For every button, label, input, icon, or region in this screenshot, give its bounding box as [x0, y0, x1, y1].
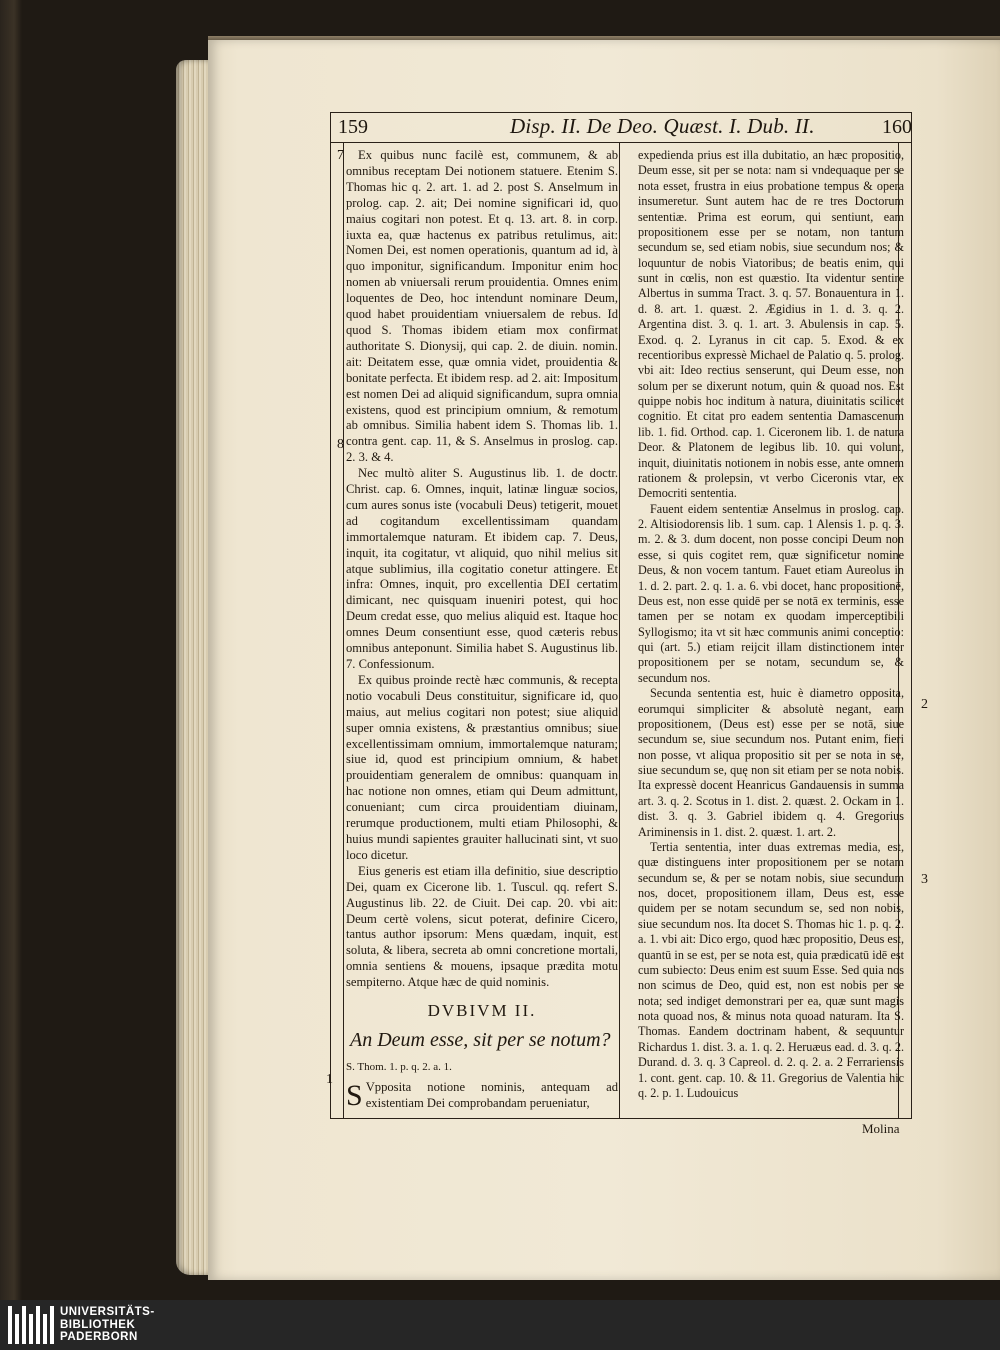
paragraph: expedienda prius est illa dubitatio, an hæc propositio, Deum esse, sit per se nota: nam si vndequaque per se nota esset, frustra in eius probatione tempus & opera insumeretur. Sunt autem hac de re tres Doctorum sententiæ. Prima est eorum, qui sentiunt, eam propositionem esse per se notam, non tantum secundum se, sed etiam nobis, siue secundum nos; & loquuntur de nobis Viatoribus; de beatis enim, qui sunt in cœlis, non est quæstio. Ita videntur sentire Albertus in summa Tract. 3. q. 57. Bonauentura in 1. d. 8. art. 1. quæst. 2. Ægidius in 1. d. 3. q. 2. Argentina dist. 3. q. 1. art. 3. Abulensis in cap. 5. Exod. q. 2. Lyranus in cit cap. 5. Exod. & ex recentioribus expressè Michael de Palatio q. 5. prolog. vbi ait: Ideo rectius senserunt, qui Deum esse, non solum per se dixerunt notum, quin & quoad nos. Est quippe nobis hoc inditum à natura, diuinitatis scilicet cognitio. Et citat pro eadem sententia Damascenum lib. 1. fid. Orthod. cap. 1. Ciceronem lib. 1. de natura Deor. & Platonem de legibus lib. 10. qui volunt, inquit, diuinitatis notionem in nobis esse, ante omnem rationem & prolepsin, vt verbo Ciceronis vtar, ex Democriti sententia. — [638, 148, 904, 501]
library-name-line: BIBLIOTHEK — [60, 1318, 136, 1331]
paragraph: Vpposita notione nominis, antequam ad existentiam Dei comprobandam perueniatur, — [365, 1079, 618, 1110]
left-column — [346, 148, 618, 1112]
library-logo-icon — [8, 1306, 54, 1344]
paragraph: Ex quibus proinde rectè hæc communis, & recepta notio vocabuli Deus constituitur, significare id, quo maius, aut melius cogitari non potest; siue aliquid super omnia existens, & præstantius omnibus; siue excellentissimam omnium, immortalemque naturam; siue id, quod est principium omnium, & habet prouidentiam generalem de omnibus: quanquam in hac notione non omnes, etiam qui Deum admittunt, conueniant; cum circa prouidentiam diuinam, rerumque productionem, multi etiam Philosophi, & huius mundi sapientes grauiter hallucinati sint, vt suo loco dicetur. — [346, 672, 618, 862]
catchword: Molina — [862, 1121, 900, 1136]
paragraph: Tertia sententia, inter duas extremas media, est, quæ distinguens inter propositionem per se notam secundum se, & per se notam nobis, siue secundum nos, docet, propositionem illam, Deus est, esse quidem per se notam secundum se, sed non nobis, siue secundum nos. Ita docet S. Thomas hic 1. p. q. 2. a. 1. vbi ait: Dico ergo, quod hæc propositio, Deus est, quantū in se est, per se nota est, quia prædicatū idē est cum subiecto: Deus enim est suum Esse. Sed quia nos non scimus de Deo, quid est, non est nobis per se nota; sed indiget demonstrari per ea, quæ sunt magis nota quoad nos, & minus nota quoad naturam. Ita S. Thomas. Eandem doctrinam habent, & sequuntur Richardus 1. dist. 3. a. 1. q. 2. Heruæus ead. d. 3. q. 2. Durand. d. 3. q. 3 Capreol. d. 2. q. 2. a. 2 Ferrariensis 1. cont. gent. cap. 10. & 11. Gregorius de Valentia hic q. 2. p. 1. Ludouicus — [638, 839, 904, 1100]
question-heading: An Deum esse, sit per se notum? — [350, 1028, 611, 1051]
library-footer — [0, 1300, 1000, 1350]
margin-number-8: 8 — [337, 437, 344, 452]
header-rule — [331, 142, 911, 143]
paragraph: Secunda sententia est, huic è diametro opposita, eorumqui simpliciter & absolutè negant, eam propositionem, (Deus est) esse per se notā, siue secundum se, siue secundum nos. Putant enim, fieri non posse, vt aliqua propositio sit per se nota in se, siue secundum se, quę non sit etiam per se nota nobis. Ita expressè docent Heanricus Gandauensis in summa art. 3. q. 2. Scotus in 1. dist. 2. quæst. 2. Ockam in 1. dist. 3. q. 3. Gabriel ibidem q. 4. Gregorius Ariminensis in 1. dist. 2. quæst. 1. art. 2. — [638, 686, 904, 839]
paragraph: Fauent eidem sententiæ Anselmus in proslog. cap. 2. Altisiodorensis lib. 1 sum. cap. 1 Alensis 1. p. q. 3. m. 2. & 3. dum docent, non posse concipi Deum non esse, si quis cogitet rem, quæ significetur nomine Deus, & non vocem tantum. Fauet etiam Aureolus in 1. d. 2. part. 2. q. 1. a. 6. vbi docet, hanc propositionē, Deus est, non esse quidē per se notā ex terminis, esse tamen per se notam ex quodam imperceptibili Syllogismo; ita vt sit hæc communis animi conceptio: qui (art. 5.) etiam reijcit illam distinctionem inter propositionem per se notam, secundum se, & secundum nos. — [638, 501, 904, 685]
paragraph: Ex quibus nunc facilè est, communem, & ab omnibus receptam Dei notionem statuere. Etenim S. Thomas hic q. 2. art. 1. ad 2. post S. Anselmum in prolog. cap. 2. ait; Dei nomine significari id, quo maius cogitari non potest. Et q. 13. art. 8. in corp. iuxta ea, quæ hactenus ex patribus retulimus, ait: Nomen Dei, est nomen operationis, quantum ad id, à quo imponitur, significandum. Imponitur enim hoc nomen ab vniuersali rerum prouidentia. Omnes enim loquentes de Deo, hoc intendunt nominare Deum, quod habet prouidentiam vniuersalem de rebus. Id quod S. Thomas ibidem etiam mox confirmat authoritate S. Dionysij, qui cap. 2. de diuin. nomin. ait: Deitatem esse, quæ omnia videt, prouidentia & bonitate perfecta. Et ibidem resp. ad 2. ait: Impositum est nomen Dei ad aliquid significandum, supra omnia existens, quod est principium omnium, & remotum ab omnibus. Similia habent idem S. Thomas lib. 1. contra gent. cap. 11, & S. Anselmus in proslog. cap. 2. 3. & 4. — [346, 148, 618, 465]
page-number-left: 159 — [338, 116, 368, 138]
running-title: Disp. II. De Deo. Quæst. I. Dub. II. — [510, 114, 815, 138]
paragraph: Nec multò aliter S. Augustinus lib. 1. de doctr. Christ. cap. 6. Omnes, inquit, latinæ linguæ socios, cum aures sonus iste (vocabuli Deus) tetigerit, mouet ad cogitandum excellentissimam quandam immortalemque naturam. Et ibidem cap. 7. Deus, inquit, ita cogitatur, vt aliquid, quo nihil melius sit atque sublimius, illa cogitatio conetur attingere. Et infra: Omnes, inquit, pro excellentia DEI certatim dimicant, nec quisquam inueniri potest, qui hoc Deum credat esse, quo melius aliquid est. Itaque hoc omnes Deum consentiunt esse, quod cæteris rebus omnibus anteponunt. Similia habet S. Augustinus lib. 7. Confessionum. — [346, 466, 618, 671]
paragraph: Eius generis est etiam illa definitio, siue descriptio Dei, quam ex Cicerone lib. 1. Tuscul. qq. refert S. Augustinus lib. 22. de Ciuit. Dei cap. 20. vbi ait: Deum certè volens, sicut poterat, definire Cicero, tantus author ipsorum: Mens quædam, inquit, est soluta, & libera, secreta ab omni concretione mortali, omnia sentiens & mouens, ipsaque prædita motu sempiterno. Atque hæc de quid nominis. — [346, 863, 618, 990]
margin-number-7: 7 — [337, 148, 344, 163]
margin-number-2: 2 — [921, 697, 928, 712]
drop-cap: S — [346, 1078, 363, 1112]
library-name-line: UNIVERSITÄTS- — [60, 1306, 155, 1318]
margin-number-3: 3 — [921, 872, 928, 887]
library-name — [60, 1306, 155, 1344]
page-number-right: 160 — [882, 116, 912, 138]
column-rule — [619, 142, 620, 1118]
citation: S. Thom. 1. p. q. 2. a. 1. — [346, 1060, 452, 1073]
left-margin-rule — [343, 142, 344, 1118]
margin-number-1: 1 — [326, 1072, 333, 1087]
dubium-heading: DVBIVM II. — [427, 1001, 537, 1021]
right-column — [638, 148, 904, 1101]
page-edges — [176, 60, 210, 1275]
library-name-line: PADERBORN — [60, 1331, 138, 1343]
